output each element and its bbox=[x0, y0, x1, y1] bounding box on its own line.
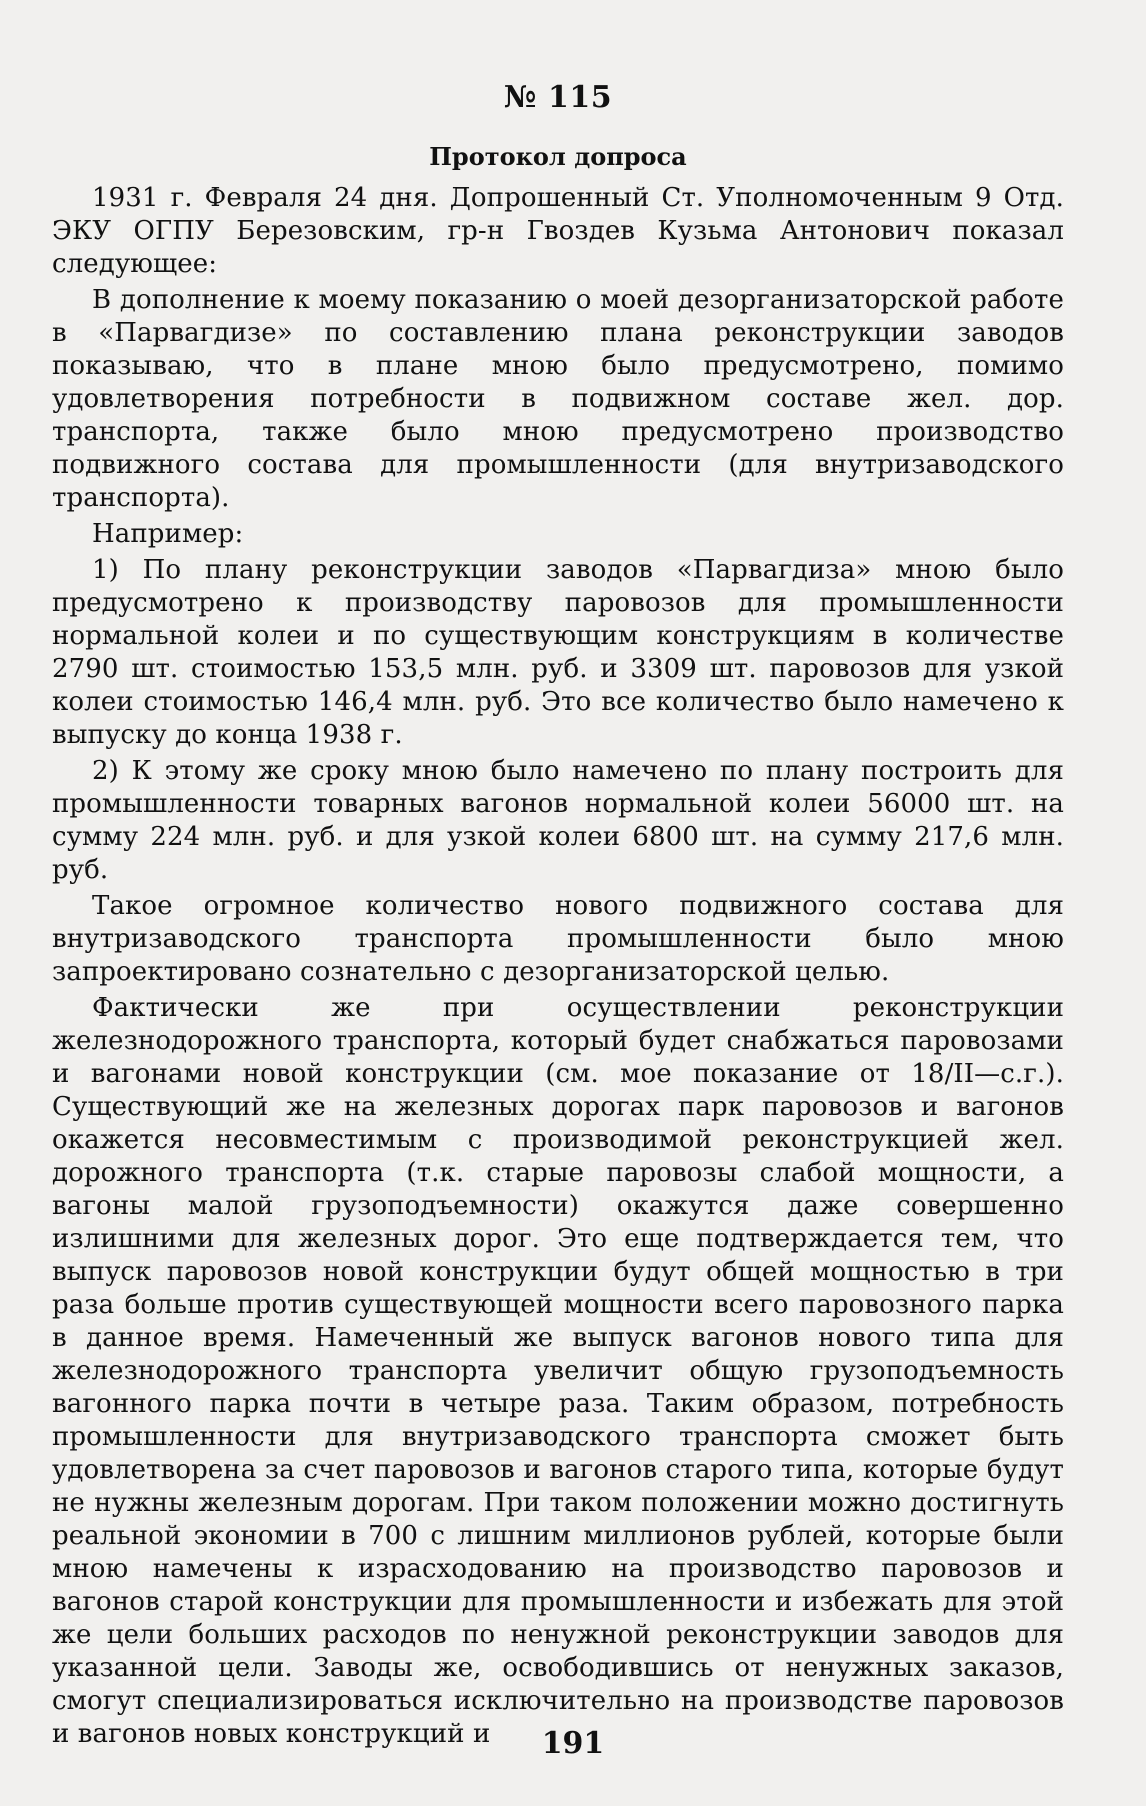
paragraph-conclusion: Такое огромное количество нового подвижного состава для внутризаводского транспорта промышленности было мною запроектировано сознательно с дезорганизаторской целью. bbox=[52, 891, 1064, 987]
paragraph-testimony: В дополнение к моему показанию о моей дезорганизаторской работе в «Парвагдизе» по составлению плана реконструкции заводов показываю, что в плане мною было предусмотрено, помимо удовлетворения потребности в подвижном составе жел. дор. транспорта, также было мною предусмотрено производство подвижного состава для промышленности (для внутризаводского транспорта). bbox=[52, 285, 1064, 513]
paragraph-item-2: 2) К этому же сроку мною было намечено по плану построить для промышленности товарных вагонов нормальной колеи 56000 шт. на сумму 224 млн. руб. и для узкой колеи 6800 шт. на сумму 217,6 млн. руб. bbox=[52, 756, 1064, 885]
paragraph-item-1: 1) По плану реконструкции заводов «Парвагдиза» мною было предусмотрено к производству паровозов для промышленности нормальной колеи и по существующим конструкциям в количестве 2790 шт. стоимостью 153,5 млн. руб. и 3309 шт. паровозов для узкой колеи стоимостью 146,4 млн. руб. Это все количество было намечено к выпуску до конца 1938 г. bbox=[52, 555, 1064, 750]
document-body bbox=[52, 70, 1064, 1751]
page-number: 191 bbox=[541, 1726, 605, 1761]
paragraph-details: Фактически же при осуществлении реконструкции железнодорожного транспорта, который будет снабжаться паровозами и вагонами новой конструкции (см. мое показание от 18/II—с.г.). Существующий же на железных дорогах парк паровозов и вагонов окажется несовместимым с производимой реконструкцией жел. дорожного транспорта (т.к. старые паровозы слабой мощности, а вагоны малой грузоподъемности) окажутся даже совершенно излишними для железных дорог. Это еще подтверждается тем, что выпуск паровозов новой конструкции будут общей мощностью в три раза больше против существующей мощности всего паровозного парка в данное время. Намеченный же выпуск вагонов нового типа для железнодорожного транспорта увеличит общую грузоподъемность вагонного парка почти в четыре раза. Таким образом, потребность промышленности для внутризаводского транспорта сможет быть удовлетворена за счет паровозов и вагонов старого типа, которые будут не нужны железным дорогам. При таком положении можно достигнуть реальной экономии в 700 с лишним миллионов рублей, которые были мною намечены к израсходованию на производство паровозов и вагонов старой конструкции для промышленности и избежать для этой же цели больших расходов по ненужной реконструкции заводов для указанной цели. Заводы же, освободившись от ненужных заказов, смогут специализироваться исключительно на производстве паровозов и вагонов новых конструкций и bbox=[52, 993, 1064, 1749]
paragraph-example-label: Например: bbox=[92, 519, 244, 549]
document-number: № 115 bbox=[503, 80, 613, 115]
paragraph-intro: 1931 г. Февраля 24 дня. Допрошенный Ст. Уполномоченным 9 Отд. ЭКУ ОГПУ Березовским, гр-н Гвоздев Кузьма Антонович показал следующее: bbox=[52, 183, 1064, 279]
document-title: Протокол допроса bbox=[429, 142, 687, 171]
